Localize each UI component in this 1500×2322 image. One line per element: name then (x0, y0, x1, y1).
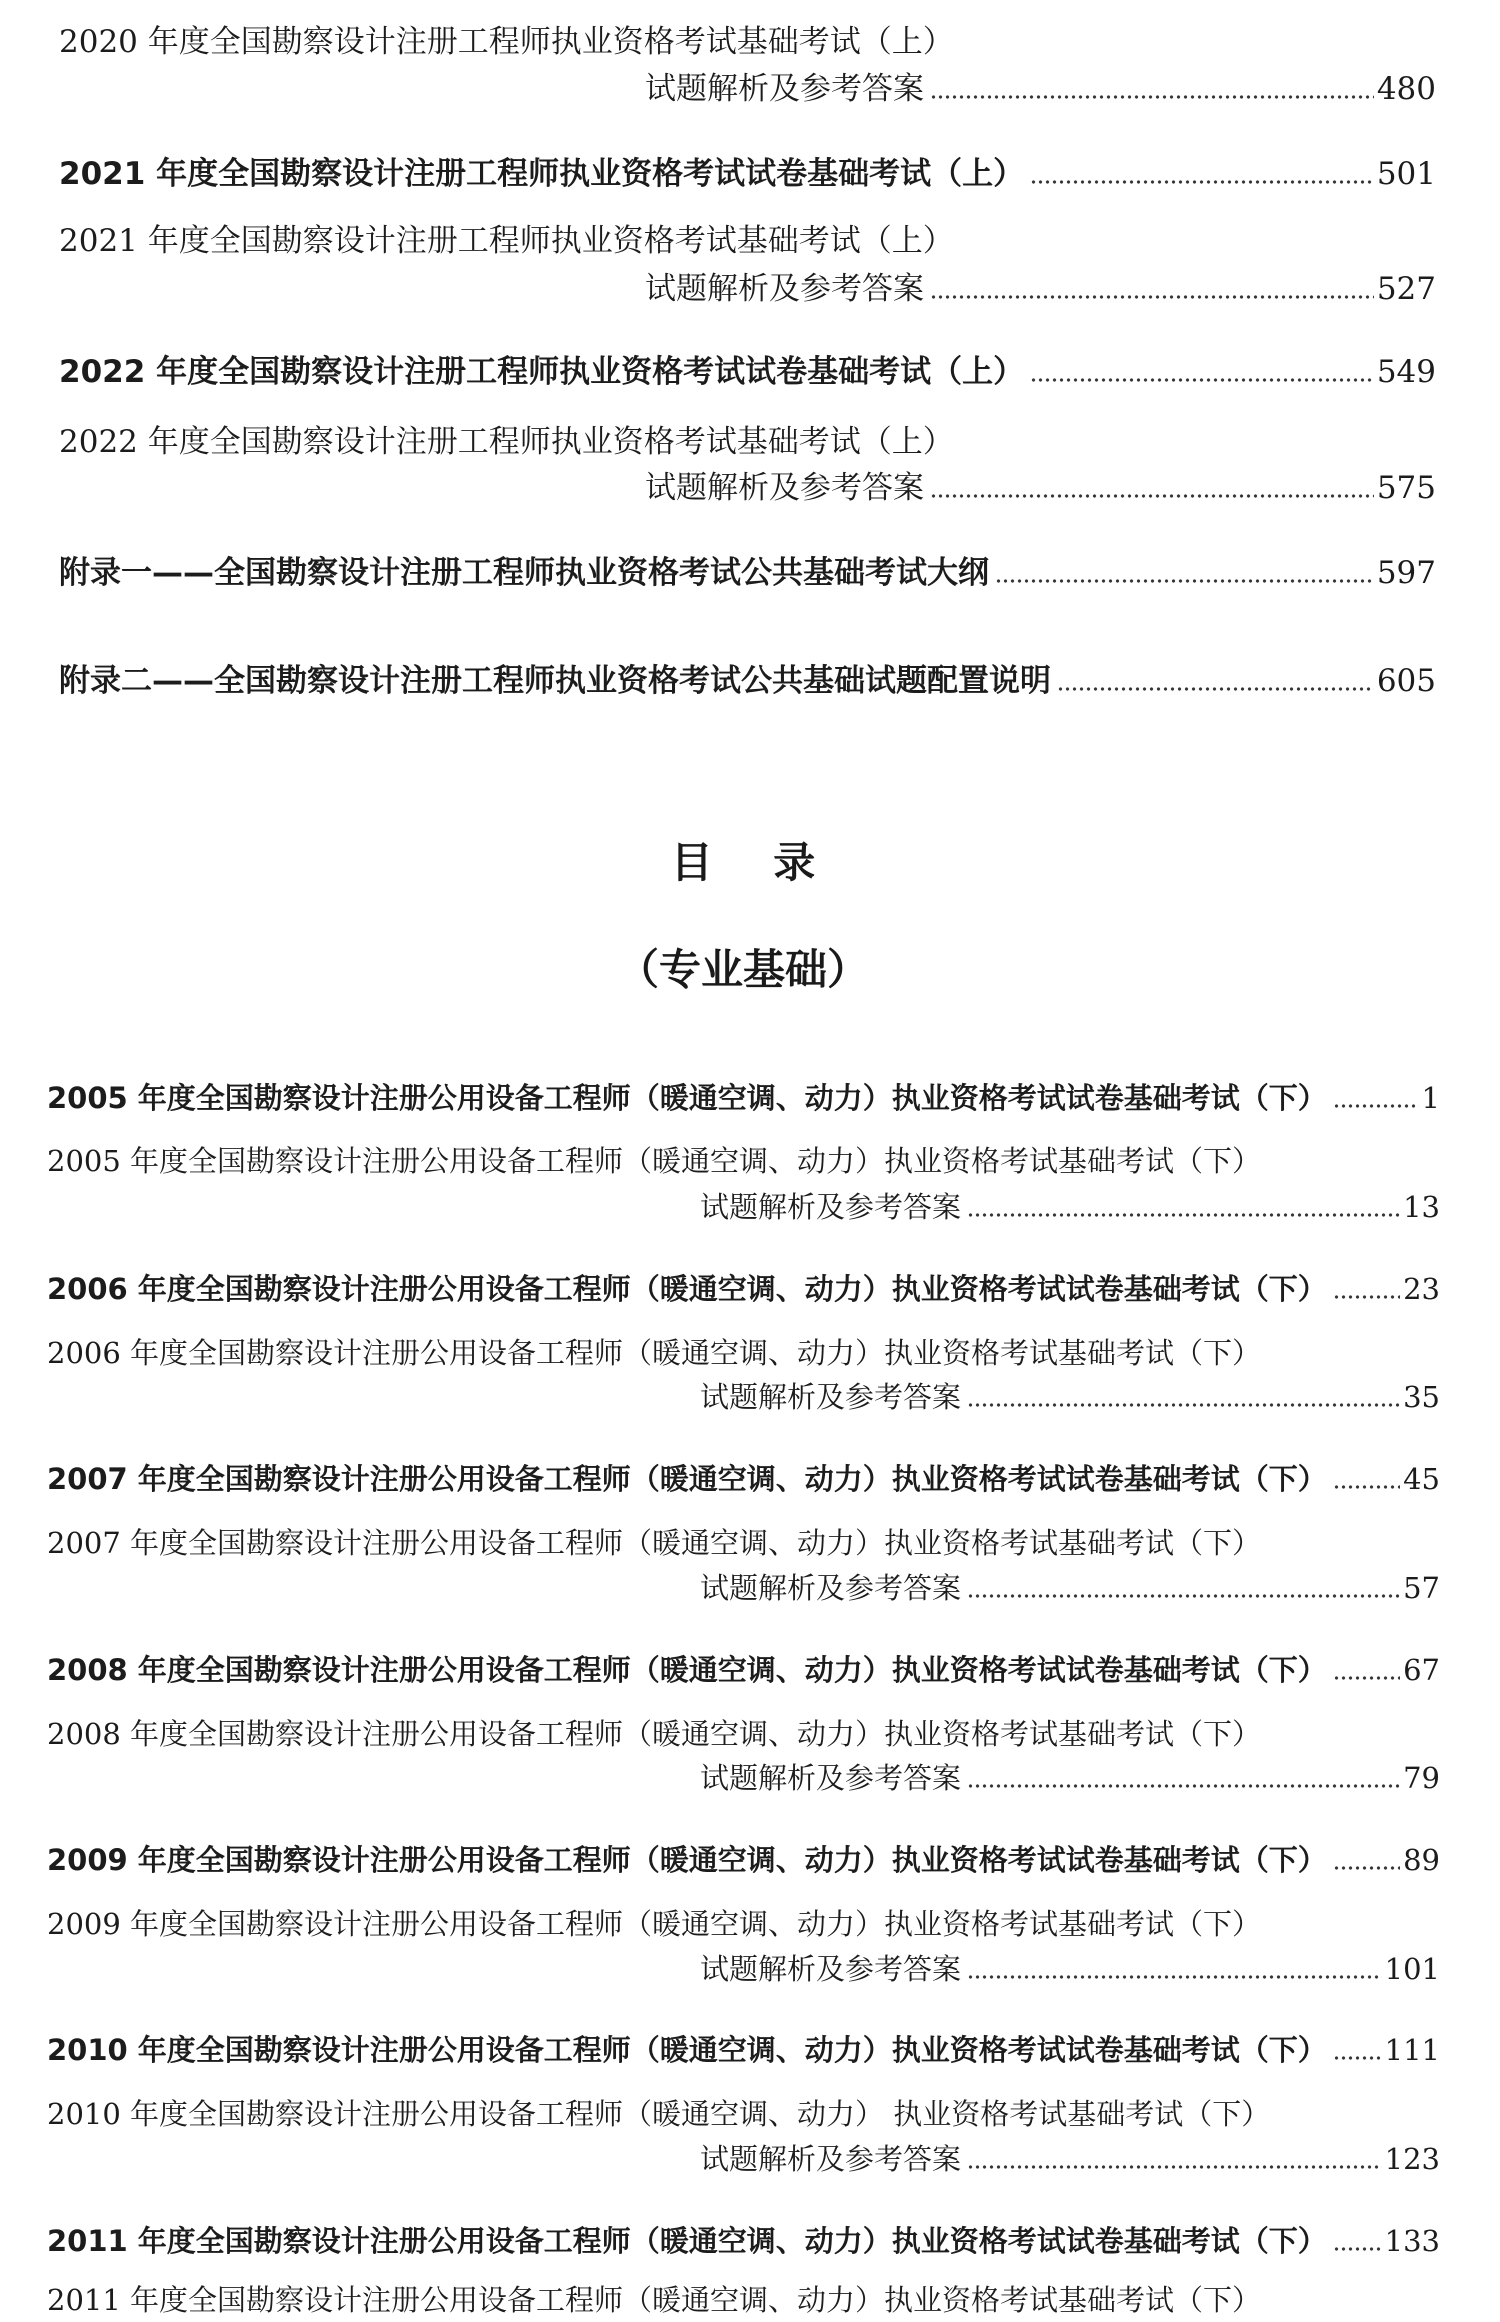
toc-entry-title: 2005 年度全国勘察设计注册公用设备工程师（暖通空调、动力）执业资格考试基础考试（下） (47, 1144, 1262, 1178)
toc-entry-title: 2006 年度全国勘察设计注册公用设备工程师（暖通空调、动力）执业资格考试试卷基础考试（下） (47, 1272, 1327, 1306)
toc-entry-page: 35 (1403, 1380, 1440, 1414)
toc-entry-title-line (59, 22, 1436, 62)
toc-entry-subtitle: 试题解析及参考答案 (700, 1190, 962, 1224)
toc-entry-page: 67 (1403, 1653, 1440, 1687)
toc-entry-title-line (47, 1904, 1440, 1944)
toc-entry-page: 549 (1376, 354, 1436, 390)
toc-entry-title: 2020 年度全国勘察设计注册工程师执业资格考试基础考试（上） (59, 24, 954, 60)
toc-entry (47, 1840, 1440, 1880)
toc-entry-title: 2006 年度全国勘察设计注册公用设备工程师（暖通空调、动力）执业资格考试基础考试（下） (47, 1336, 1262, 1370)
toc-entry-title-line (47, 1333, 1440, 1373)
toc-entry-title: 2008 年度全国勘察设计注册公用设备工程师（暖通空调、动力）执业资格考试基础考试（下） (47, 1717, 1262, 1751)
dot-leader (1333, 1103, 1419, 1109)
contents-heading: 目 录 (670, 838, 816, 887)
toc-entry-page: 575 (1376, 470, 1436, 506)
toc-entry-title: 2011 年度全国勘察设计注册公用设备工程师（暖通空调、动力）执业资格考试基础考试（下） (47, 2283, 1262, 2317)
toc-entry-page: 79 (1403, 1761, 1440, 1795)
toc-entry-page: 480 (1376, 71, 1436, 107)
toc-entry-subtitle: 试题解析及参考答案 (700, 1380, 962, 1414)
toc-entry-subtitle: 试题解析及参考答案 (645, 71, 924, 107)
toc-entry (47, 2030, 1440, 2070)
toc-entry-page: 133 (1384, 2224, 1440, 2258)
dot-leader (967, 1593, 1400, 1599)
toc-entry-page: 13 (1403, 1190, 1440, 1224)
toc-entry-page: 45 (1403, 1462, 1440, 1496)
toc-entry (700, 2139, 1440, 2179)
toc-entry-page: 57 (1403, 1571, 1440, 1605)
dot-leader (930, 294, 1374, 300)
toc-entry-title-line (59, 221, 1436, 261)
dot-leader (1030, 179, 1374, 185)
toc-entry-page: 101 (1384, 1952, 1440, 1986)
toc-entry-page: 1 (1421, 1081, 1440, 1115)
toc-entry-title: 2007 年度全国勘察设计注册公用设备工程师（暖通空调、动力）执业资格考试基础考试（下） (47, 1526, 1262, 1560)
toc-entry-page: 89 (1403, 1843, 1440, 1877)
toc-entry (47, 1650, 1440, 1690)
toc-entry (47, 1078, 1440, 1118)
toc-entry-page: 111 (1384, 2033, 1440, 2067)
toc-entry-subtitle: 试题解析及参考答案 (700, 1571, 962, 1605)
contents-subheading: （专业基础） (616, 945, 869, 994)
dot-leader (995, 578, 1374, 584)
toc-entry (700, 1377, 1440, 1417)
toc-entry-page: 527 (1376, 271, 1436, 307)
toc-entry (700, 1187, 1440, 1227)
toc-entry (47, 2221, 1440, 2261)
toc-entry-title-line (47, 1141, 1440, 1181)
toc-entry-title-line (47, 1714, 1440, 1754)
toc-entry (47, 1459, 1440, 1499)
toc-entry (645, 69, 1436, 109)
dot-leader (1333, 1484, 1400, 1490)
dot-leader (967, 2164, 1382, 2170)
toc-entry-title: 附录一——全国勘察设计注册工程师执业资格考试公共基础考试大纲 (59, 555, 989, 591)
dot-leader (1333, 2055, 1382, 2061)
dot-leader (930, 94, 1374, 100)
dot-leader (1333, 1675, 1400, 1681)
toc-entry (47, 1269, 1440, 1309)
toc-entry-subtitle: 试题解析及参考答案 (645, 470, 924, 506)
toc-entry-title-line (47, 2094, 1440, 2134)
toc-entry-title: 2022 年度全国勘察设计注册工程师执业资格考试试卷基础考试（上） (59, 354, 1025, 390)
toc-entry-title-line (59, 422, 1436, 462)
toc-entry (59, 352, 1436, 392)
toc-entry (645, 468, 1436, 508)
toc-entry-page: 23 (1403, 1272, 1440, 1306)
toc-entry (59, 154, 1436, 194)
toc-entry-title: 2010 年度全国勘察设计注册公用设备工程师（暖通空调、动力）执业资格考试试卷基础考试（下） (47, 2033, 1327, 2067)
dot-leader (930, 493, 1374, 499)
toc-entry-appendix (59, 553, 1436, 593)
toc-entry-subtitle: 试题解析及参考答案 (645, 271, 924, 307)
toc-entry-title: 2011 年度全国勘察设计注册公用设备工程师（暖通空调、动力）执业资格考试试卷基础考试（下） (47, 2224, 1327, 2258)
toc-entry-title: 2022 年度全国勘察设计注册工程师执业资格考试基础考试（上） (59, 424, 954, 460)
toc-entry-title-line (47, 2280, 1440, 2320)
toc-entry-title: 2009 年度全国勘察设计注册公用设备工程师（暖通空调、动力）执业资格考试基础考试（下） (47, 1907, 1262, 1941)
toc-entry-page: 597 (1376, 555, 1436, 591)
toc-entry (645, 269, 1436, 309)
toc-entry-subtitle: 试题解析及参考答案 (700, 1761, 962, 1795)
toc-entry-subtitle: 试题解析及参考答案 (700, 2142, 962, 2176)
dot-leader (1333, 1294, 1400, 1300)
toc-entry (700, 1949, 1440, 1989)
toc-entry-title: 2009 年度全国勘察设计注册公用设备工程师（暖通空调、动力）执业资格考试试卷基础考试（下） (47, 1843, 1327, 1877)
dot-leader (967, 1783, 1400, 1789)
toc-entry-appendix (59, 661, 1436, 701)
toc-entry (700, 1568, 1440, 1608)
toc-entry-title: 2021 年度全国勘察设计注册工程师执业资格考试基础考试（上） (59, 223, 954, 259)
dot-leader (967, 1212, 1400, 1218)
dot-leader (1333, 1865, 1400, 1871)
toc-entry-title: 2010 年度全国勘察设计注册公用设备工程师（暖通空调、动力） 执业资格考试基础考试（下） (47, 2097, 1271, 2131)
toc-entry-page: 501 (1376, 156, 1436, 192)
toc-entry-subtitle: 试题解析及参考答案 (700, 1952, 962, 1986)
toc-entry-title: 2008 年度全国勘察设计注册公用设备工程师（暖通空调、动力）执业资格考试试卷基础考试（下） (47, 1653, 1327, 1687)
toc-entry-page: 123 (1384, 2142, 1440, 2176)
dot-leader (1333, 2246, 1382, 2252)
toc-entry-title: 2021 年度全国勘察设计注册工程师执业资格考试试卷基础考试（上） (59, 156, 1025, 192)
dot-leader (1030, 377, 1374, 383)
dot-leader (967, 1402, 1400, 1408)
toc-entry (700, 1758, 1440, 1798)
toc-entry-title: 附录二——全国勘察设计注册工程师执业资格考试公共基础试题配置说明 (59, 663, 1051, 699)
toc-entry-page: 605 (1376, 663, 1436, 699)
toc-entry-title: 2005 年度全国勘察设计注册公用设备工程师（暖通空调、动力）执业资格考试试卷基础考试（下） (47, 1081, 1327, 1115)
toc-entry-title-line (47, 1523, 1440, 1563)
toc-entry-title: 2007 年度全国勘察设计注册公用设备工程师（暖通空调、动力）执业资格考试试卷基础考试（下） (47, 1462, 1327, 1496)
dot-leader (1057, 686, 1374, 692)
dot-leader (967, 1974, 1382, 1980)
